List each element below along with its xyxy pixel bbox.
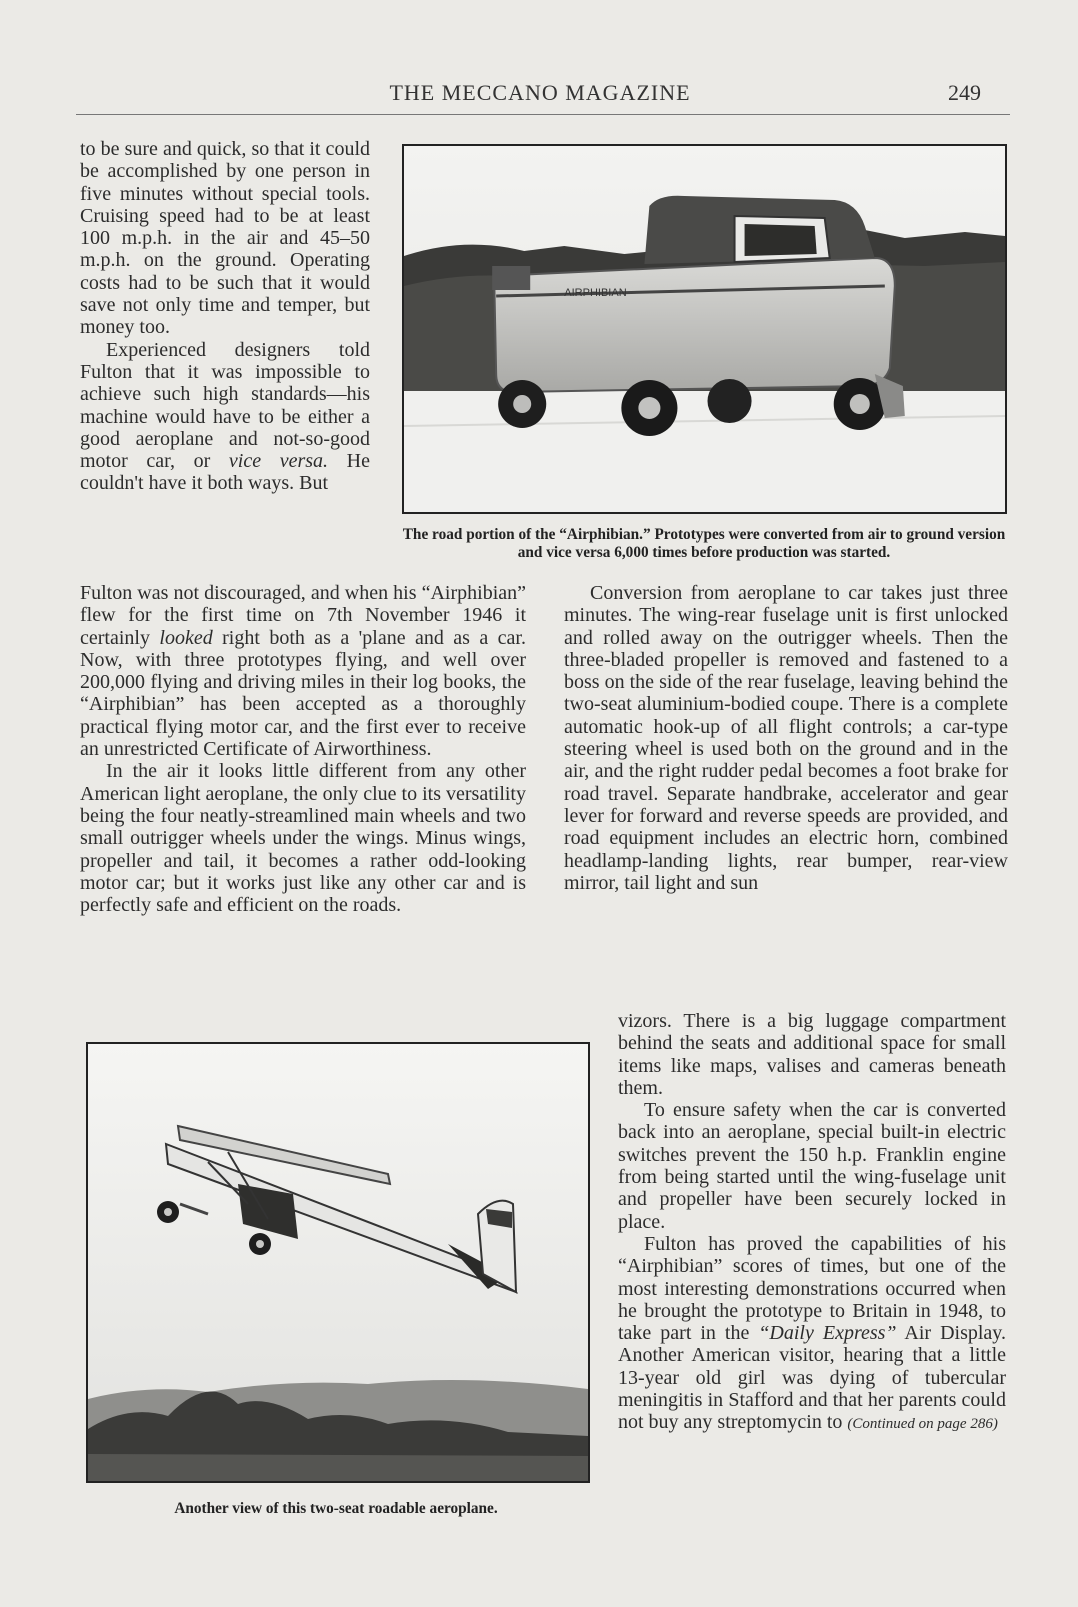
photo-2-caption: Another view of this two-seat roadable aeroplane.	[174, 1500, 498, 1517]
text-run: Experienced designers told Fulton that it was impossible to achieve such high standards—his machine would have to be either a good aeroplane and not-so-good motor car, or	[80, 338, 370, 473]
paragraph	[80, 339, 370, 495]
column-2-lower	[618, 1010, 1006, 1436]
continued-note: (Continued on page 286)	[847, 1416, 998, 1433]
emphasis: vice versa.	[228, 450, 329, 473]
paragraph: vizors. There is a big luggage compartment behind the seats and additional space for small items like maps, valises and cameras beneath them.	[618, 1010, 1006, 1099]
paragraph	[618, 1233, 1006, 1436]
paragraph	[80, 582, 526, 760]
paragraph: Conversion from aeroplane to car takes just three minutes. The wing-rear fuselage unit is first unlocked and rolled away on the outrigger wheels. Then the three-bladed propeller is removed and fastened to a boss on the side of the rear fuselage, leaving behind the two-seat aluminium-bodied coupe. There is a complete automatic hook-up of all flight controls; a car-type steering wheel is used both on the ground and in the air, and the right rudder pedal becomes a foot brake for road travel. Separate handbrake, accelerator and gear lever for forward and reverse speeds are provided, and road equipment includes an electric horn, combined headlamp-landing lights, rear bumper, rear-view mirror, tail light and sun	[564, 582, 1008, 894]
text-run: Fulton has proved the capabilities of his “Airphibian” scores of times, but one of the most interesting demonstrations occurred when he brought the prototype to Britain in 1948, to take part in the	[618, 1232, 1006, 1345]
magazine-title: THE MECCANO MAGAZINE	[389, 80, 691, 105]
car-lettering: AIRPHIBIAN	[564, 287, 627, 299]
emphasis: “Daily Express”	[758, 1322, 897, 1345]
header-rule	[76, 114, 1010, 115]
text-run: Air Display. Another American visitor, hearing that a little 13-year old girl was dying of tubercular meningitis in Stafford and that her parents could not buy any streptomycin to	[618, 1322, 1006, 1434]
text-run: right both as a 'plane and as a car. Now, with three prototypes flying, and well over 200,000 flying and driving miles in their log books, the “Airphibian” has been accepted as a thoroughly practical flying motor car, and the first ever to receive an unrestricted Certificate of Airworthiness.	[80, 626, 526, 761]
photo-1-caption: The road portion of the “Airphibian.” Prototypes were converted from air to ground version and vice versa 6,000 times before production was started.	[402, 526, 1006, 561]
plane-illustration	[88, 1044, 588, 1481]
paragraph: to be sure and quick, so that it could be accomplished by one person in five minutes without special tools. Cruising speed had to be at least 100 m.p.h. in the air and 45–50 m.p.h. on the ground. Operating costs had to be such that it would save not only time and temper, but money too.	[80, 138, 370, 339]
photo-airphibian-plane	[86, 1042, 590, 1483]
car-illustration	[404, 146, 1005, 512]
column-2-upper	[564, 582, 1008, 894]
column-1-upper	[80, 138, 370, 495]
paragraph: In the air it looks little different from any other American light aeroplane, the only clue to its versatility being the four neatly-streamlined main wheels and two small outrigger wheels under the wings. Minus wings, propeller and tail, it becomes a rather odd-looking motor car; but it works just like any other car and is perfectly safe and efficient on the roads.	[80, 760, 526, 917]
text-run: He couldn't have it both ways. But	[80, 450, 371, 495]
column-1-lower	[80, 582, 526, 916]
photo-airphibian-car	[402, 144, 1007, 514]
paragraph: To ensure safety when the car is converted back into an aeroplane, special built-in electric switches prevent the 150 h.p. Franklin engine from being started until the wing-fuselage unit and propeller have been securely locked in place.	[618, 1099, 1006, 1233]
emphasis: looked	[159, 626, 213, 649]
page-number: 249	[948, 80, 981, 105]
text-run: Fulton was not discouraged, and when his “Airphibian” flew for the first time on 7th November 1946 it certainly	[80, 582, 526, 649]
